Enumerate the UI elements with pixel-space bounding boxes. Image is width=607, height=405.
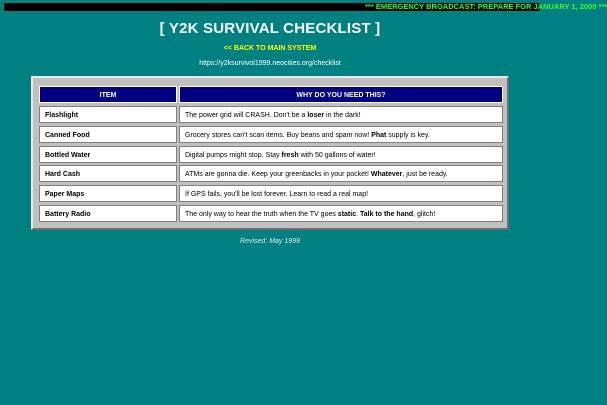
reason-cell (179, 146, 503, 163)
reason-emphasis: static (337, 211, 357, 218)
reason-text: The power grid will CRASH. Don't be a (185, 112, 308, 119)
reason-emphasis: Phat (371, 132, 387, 139)
reason-text: Digital pumps might stop. Stay (185, 152, 282, 159)
emergency-ticker (4, 2, 607, 11)
column-header-why: WHY DO YOU NEED THIS? (179, 86, 503, 103)
item-cell: Hard Cash (39, 165, 177, 182)
reason-text: supply is key. (386, 132, 430, 139)
item-cell: Canned Food (39, 126, 177, 143)
back-to-main-link[interactable]: << BACK TO MAIN SYSTEM (223, 45, 317, 52)
ticker-text: *** EMERGENCY BROADCAST: PREPARE FOR JANUARY 1, 2000 *** (365, 2, 607, 11)
revised-date: Revised: May 1999 (240, 238, 300, 245)
reason-text: The only way to hear the truth when the TV goes (185, 211, 338, 218)
item-cell: Flashlight (39, 106, 177, 123)
reason-cell (179, 165, 503, 182)
reason-text: in the dark! (324, 112, 361, 119)
reason-emphasis: loser (307, 112, 325, 119)
reason-text: Grocery stores can't scan items. Buy beans and spam now! (185, 132, 372, 139)
column-header-item: ITEM (39, 86, 177, 103)
reason-text: with 50 gallons of water! (298, 152, 376, 159)
reason-emphasis: Whatever (370, 171, 403, 178)
item-cell: Battery Radio (39, 205, 177, 222)
reason-text: If GPS fails, you'll be lost forever. Learn to read a real map! (185, 191, 369, 198)
page-title: [ Y2K SURVIVAL CHECKLIST ] (159, 20, 381, 37)
reason-text: . (356, 211, 360, 218)
reason-text: ATMs are gonna die. Keep your greenbacks in your pocket! (185, 171, 371, 178)
checklist-panel (31, 76, 509, 230)
reason-emphasis: Talk to the hand (359, 211, 414, 218)
page-url: https://y2ksurvivol1999.neocities.org/checklist (199, 60, 341, 67)
reason-cell (179, 126, 503, 143)
reason-text: , glitch! (413, 211, 436, 218)
reason-emphasis: fresh (281, 152, 299, 159)
reason-cell (179, 185, 503, 202)
reason-cell (179, 205, 503, 222)
reason-cell (179, 106, 503, 123)
reason-text: , just be ready. (402, 171, 448, 178)
item-cell: Paper Maps (39, 185, 177, 202)
item-cell: Bottled Water (39, 146, 177, 163)
